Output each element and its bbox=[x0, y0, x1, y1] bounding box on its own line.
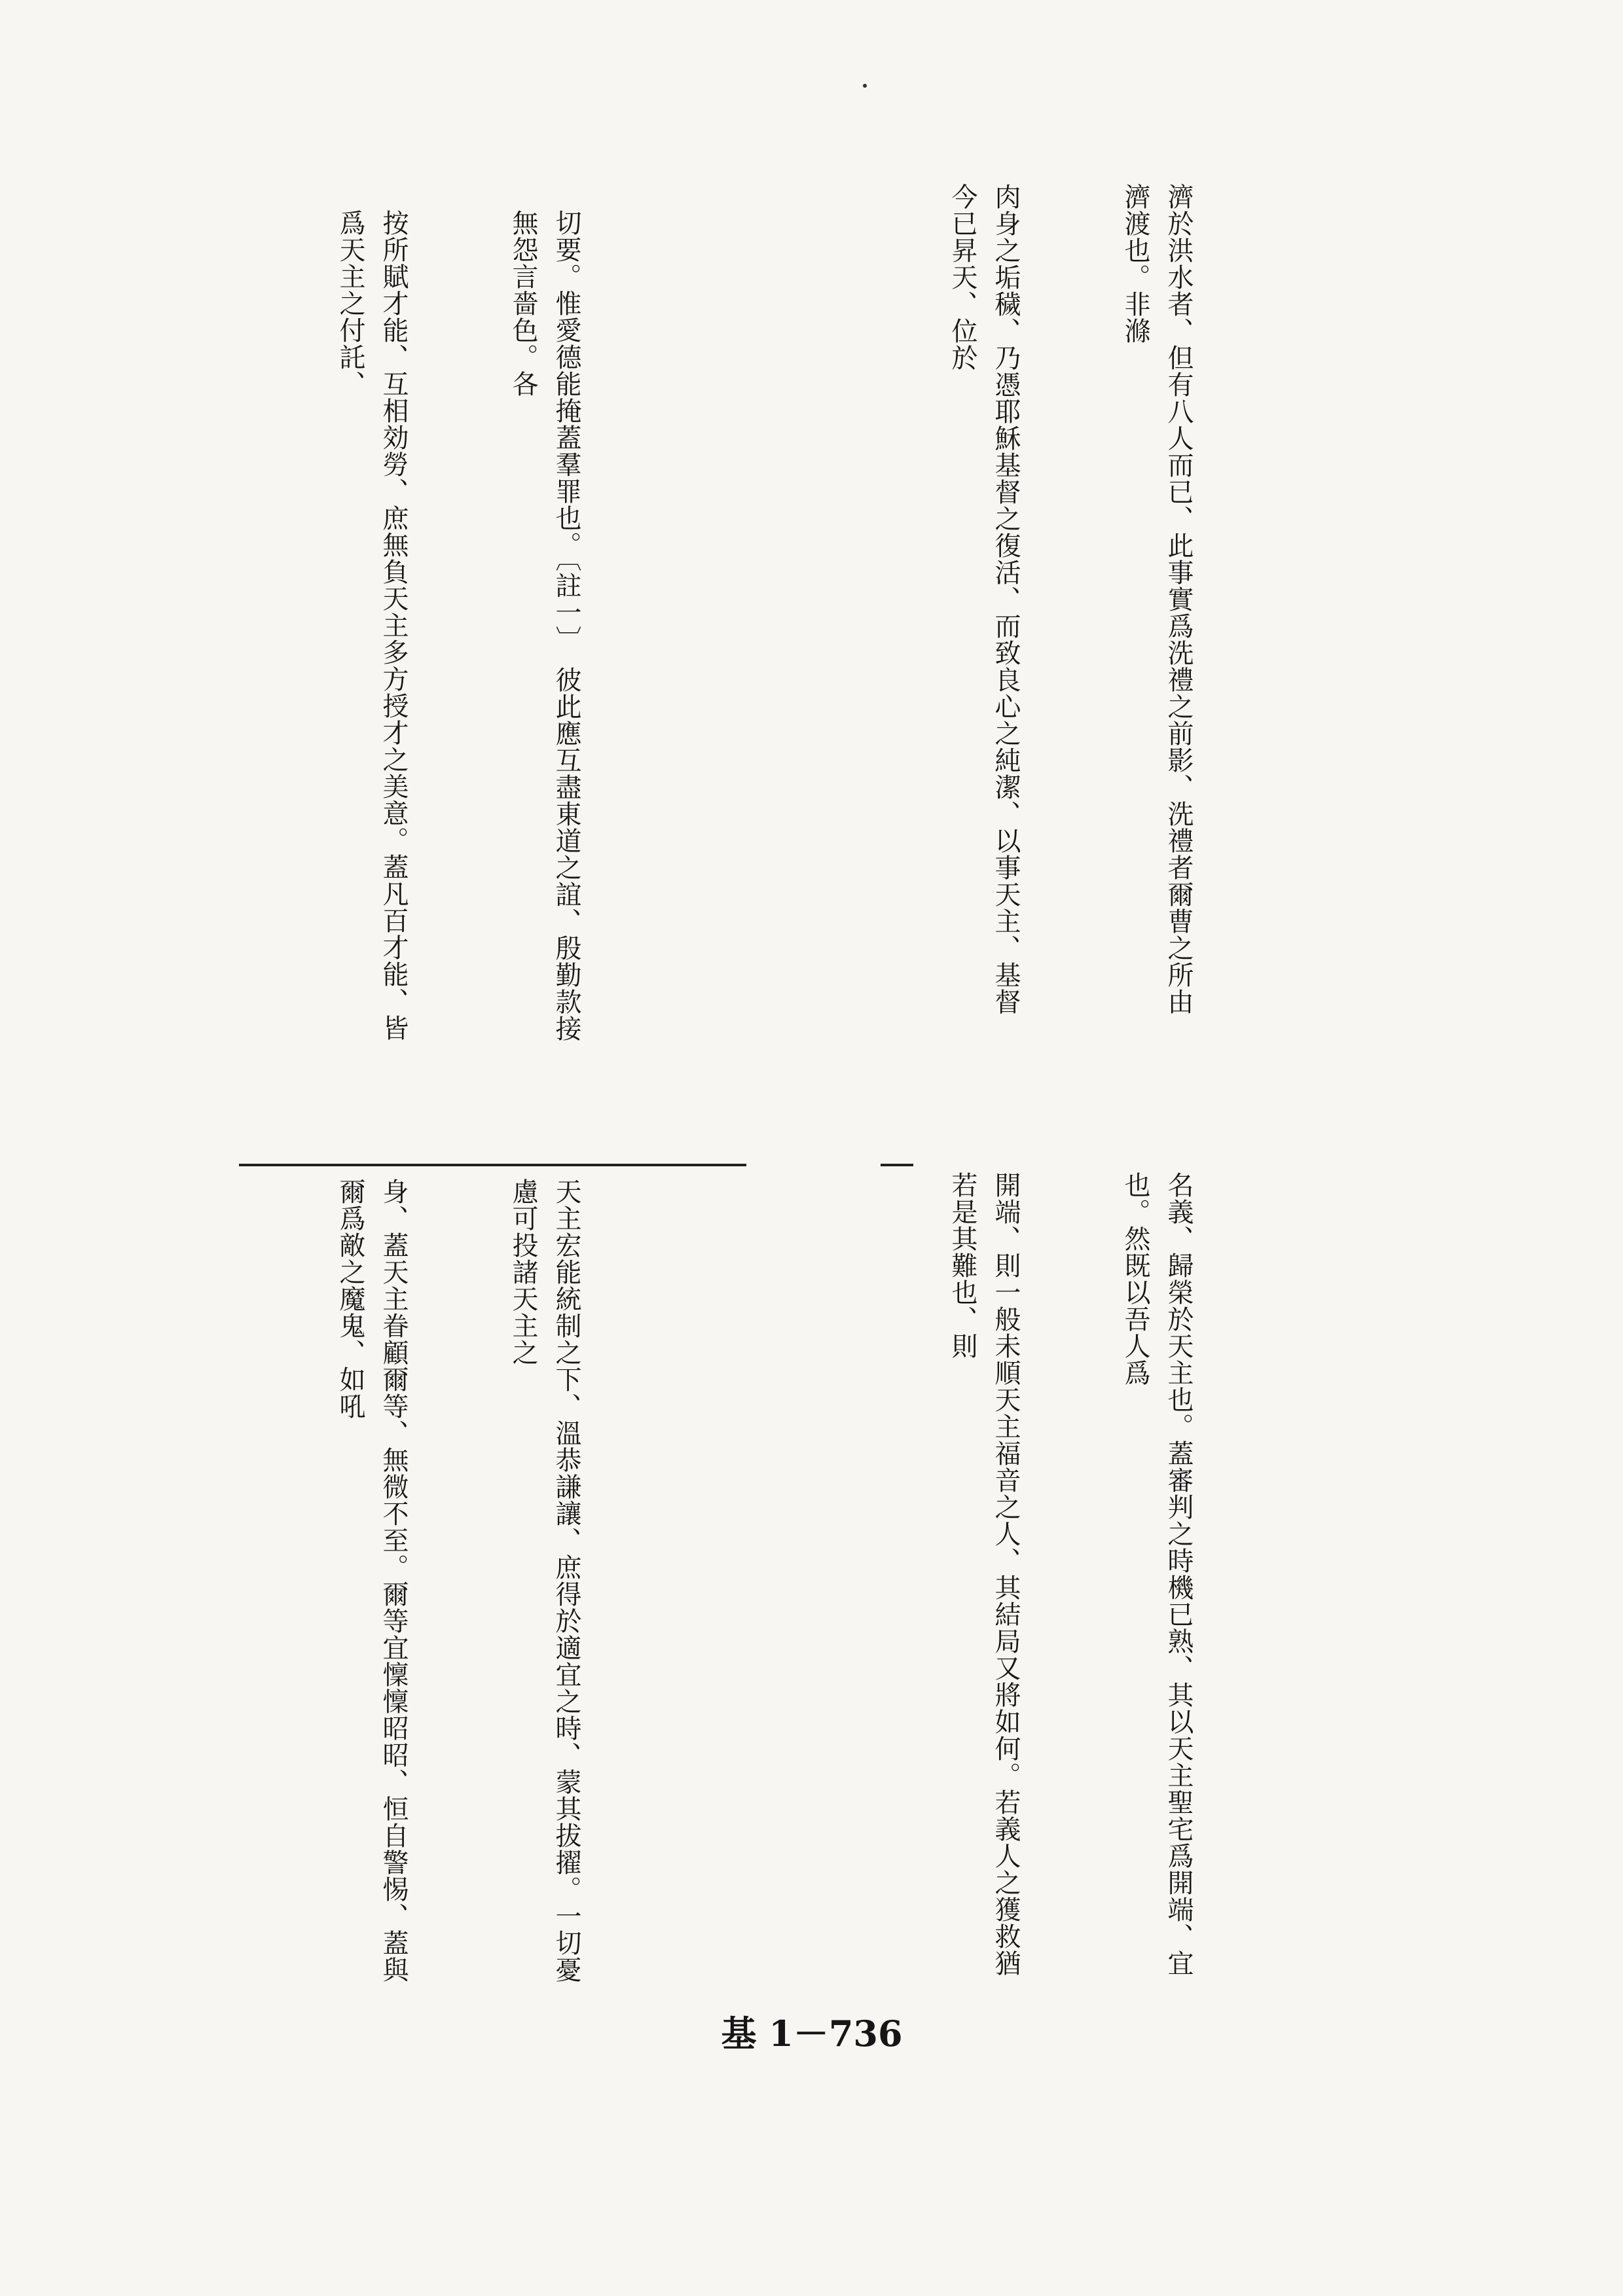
text-column: 名義、歸榮於天主也。蓋審判之時機已熟、其以天主聖宅爲開端、宜也。然既以吾人爲 bbox=[1120, 1172, 1194, 1977]
scan-speck bbox=[863, 84, 867, 88]
text-column: 開端、則一般未順天主福音之人、其結局又將如何。若義人之獲救猶若是其難也、則 bbox=[947, 1172, 1021, 1977]
text-column: 濟於洪水者、但有八人而已、此事實爲洗禮之前影、洗禮者爾曹之所由濟渡也。非滌 bbox=[1120, 183, 1194, 1015]
text-column: 肉身之垢穢、乃憑耶穌基督之復活、而致良心之純潔、以事天主、基督今已昇天、位於 bbox=[947, 183, 1021, 1015]
text-column: 天主宏能統制之下、溫恭謙讓、庶得於適宜之時、蒙其拔擢。一切憂慮可投諸天主之 bbox=[508, 1178, 581, 1983]
text-block-upper-right bbox=[854, 183, 1286, 1041]
text-block-lower-right bbox=[854, 1172, 1286, 2000]
text-block-lower-left bbox=[282, 1178, 674, 2000]
page-number: 基 1－736 bbox=[721, 2013, 903, 2054]
text-column: 身、蓋天主眷顧爾等、無微不至。爾等宜懍懍昭昭、恒自警惕、蓋與爾爲敵之魔鬼、如吼 bbox=[335, 1178, 409, 1983]
text-column: 切要。惟愛德能掩蓋羣罪也。〔註一〕 彼此應互盡東道之誼、殷勤款接無怨言嗇色。各 bbox=[508, 209, 581, 1042]
separator-rule bbox=[239, 1164, 746, 1166]
separator-rule bbox=[881, 1164, 913, 1166]
text-column: 按所賦才能、互相効勞、庶無負天主多方授才之美意。蓋凡百才能、皆爲天主之付託、 bbox=[335, 209, 409, 1041]
text-block-upper-left bbox=[242, 209, 674, 1047]
